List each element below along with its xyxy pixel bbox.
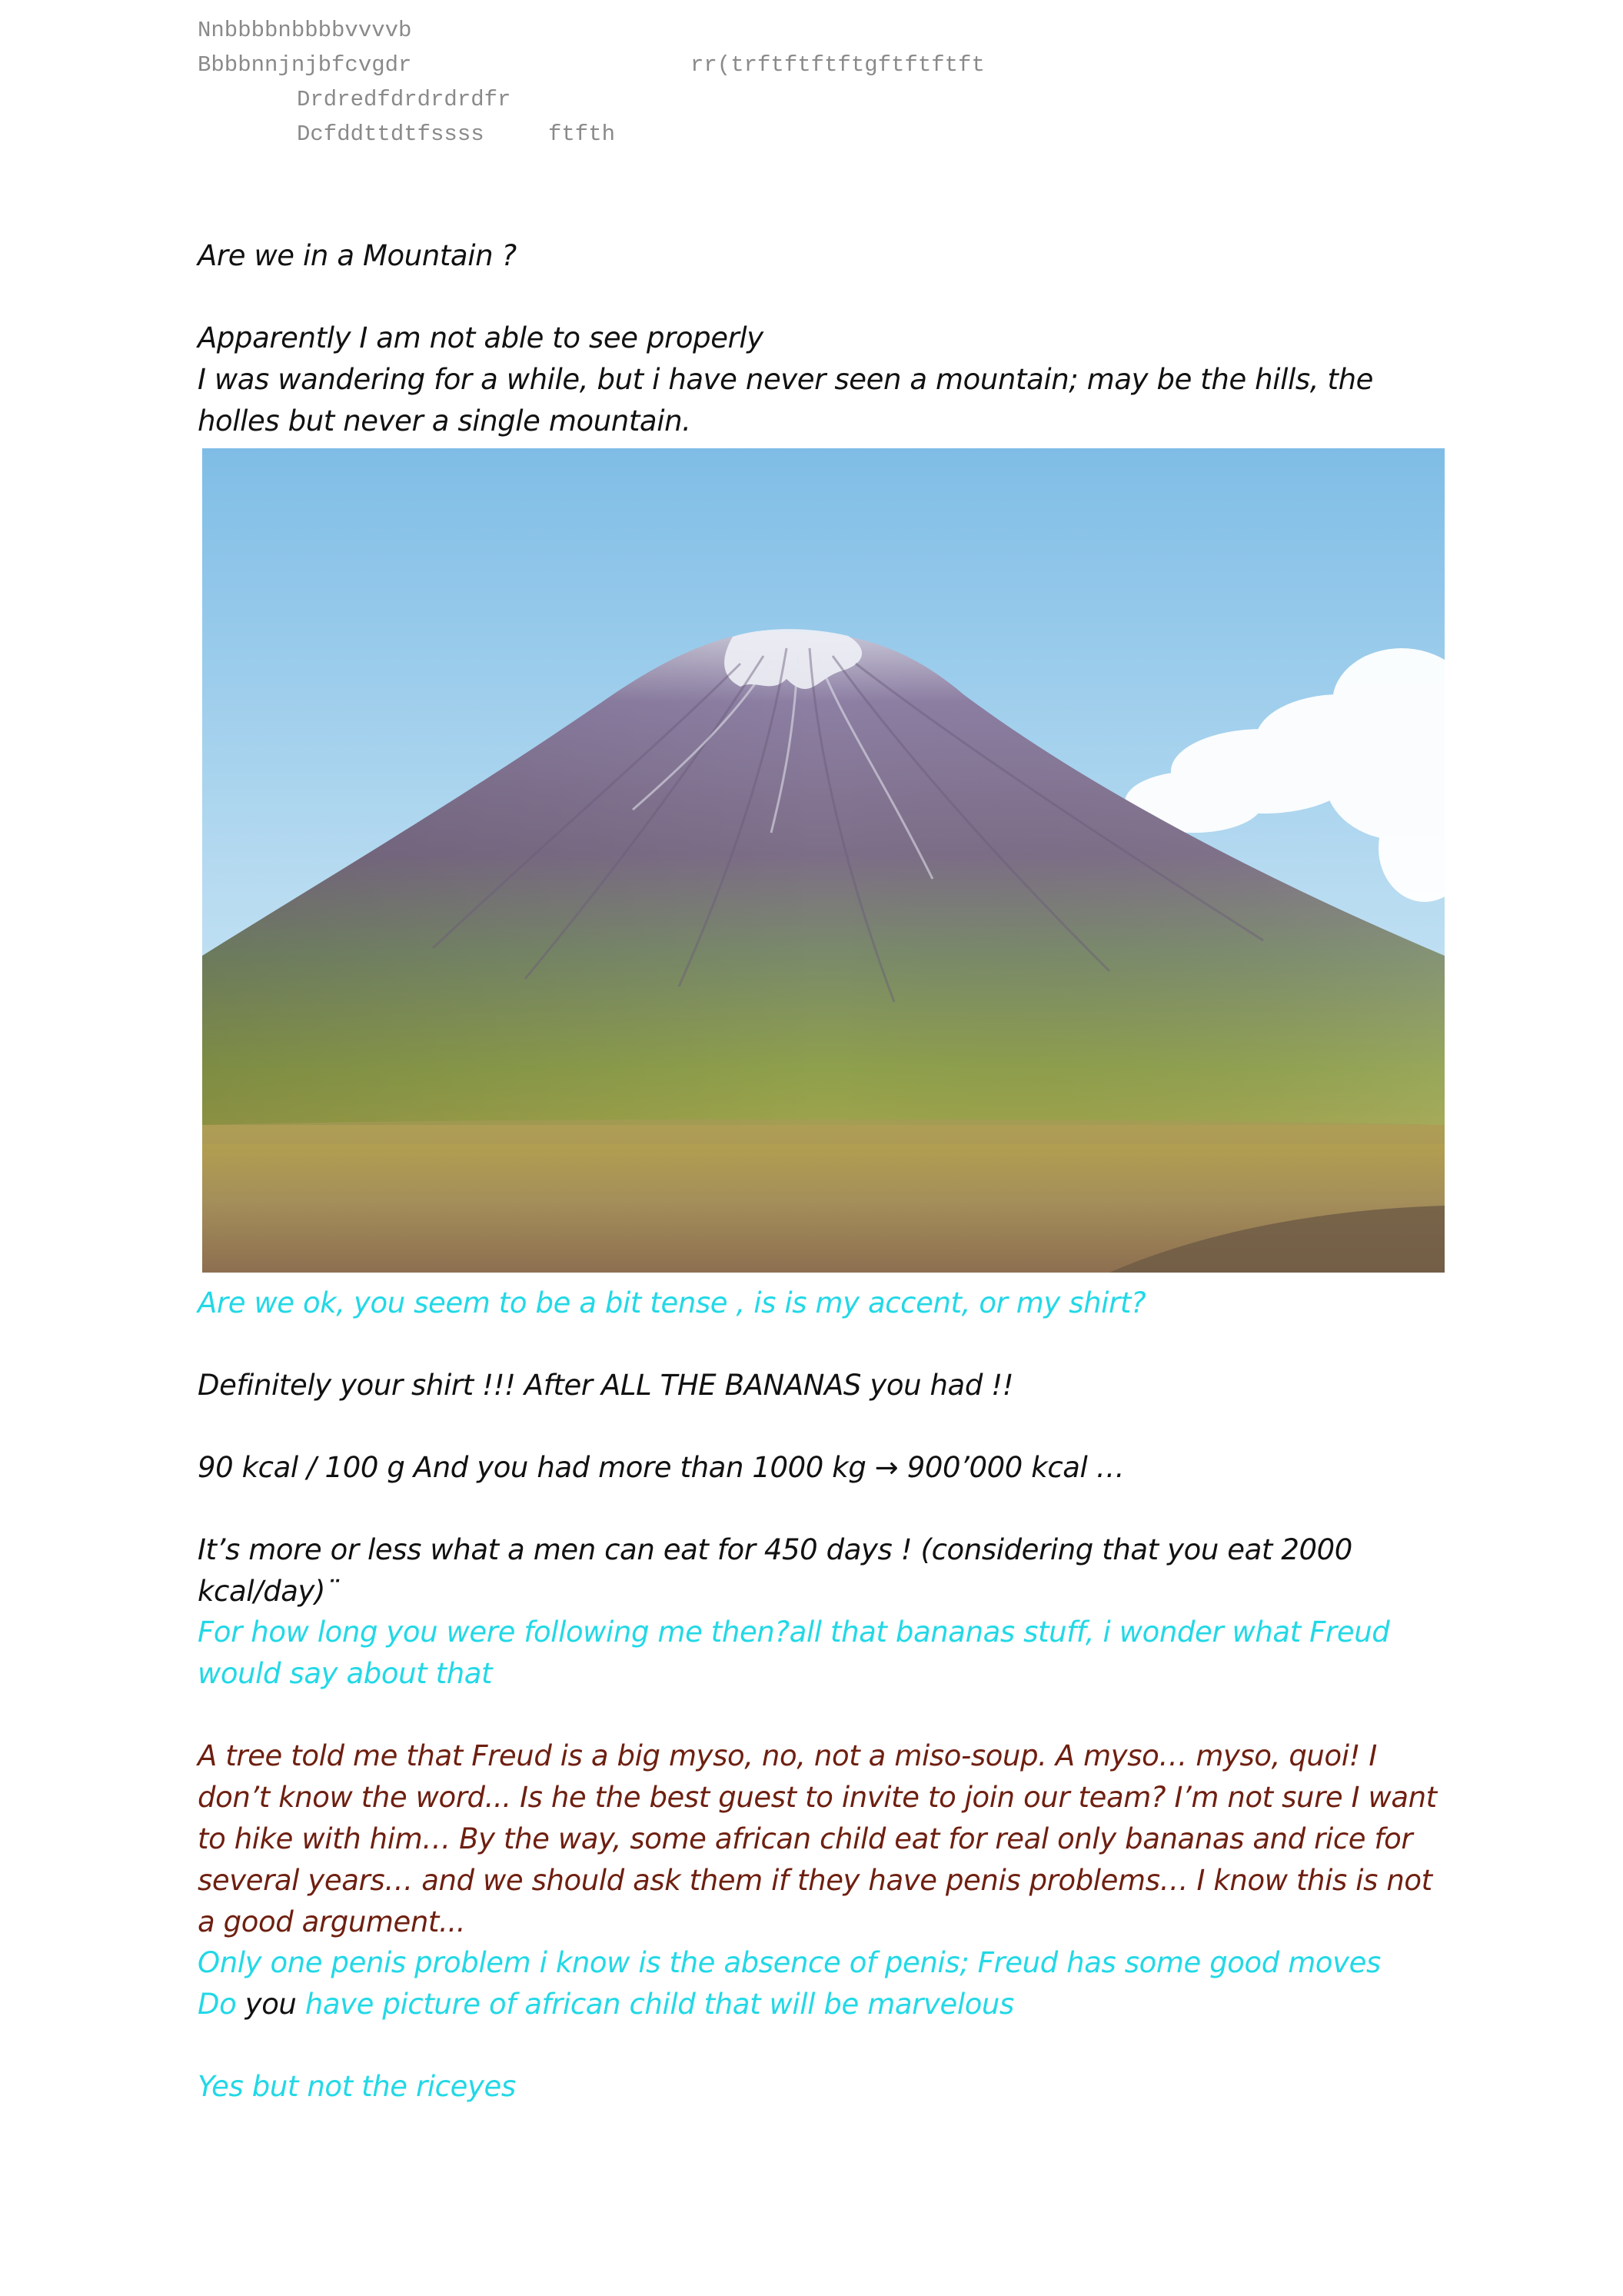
dialogue-penis: Only one penis problem i know is the absence of penis; Freud has some good moves: [198, 1946, 1381, 1979]
dialogue-shirt: Definitely your shirt !!! After ALL THE BANANAS you had !!: [198, 1369, 1014, 1402]
dialogue-days: It’s more or less what a men can eat for 450 days ! (considering that you eat 2000 kcal/day)¨: [198, 1533, 1352, 1608]
header-line-6: ftfth: [548, 121, 616, 147]
dialogue-freud: For how long you were following me then?all that bananas stuff, i wonder what Freud would say about that: [198, 1616, 1390, 1690]
dialogue-kcal: 90 kcal / 100 g And you had more than 1000 kg → 900’000 kcal …: [198, 1451, 1125, 1484]
intro-line-2: I was wandering for a while, but i have never seen a mountain; may be the hills, the holles but never a single mountain.: [198, 363, 1373, 438]
intro-line-1: Apparently I am not able to see properly: [198, 321, 763, 354]
header-line-4: Drdredfdrdrdrdfr: [297, 87, 511, 112]
dialogue-yes: Yes but not the riceyes: [198, 2070, 516, 2103]
do-part-1: Do: [198, 1988, 245, 2021]
dialogue-tense: Are we ok, you seem to be a bit tense , is is my accent, or my shirt?: [198, 1286, 1146, 1319]
dialogue-do: [198, 1984, 1443, 2025]
header-line-2: Bbbbnnjnjbfcvgdr: [198, 52, 412, 78]
question-heading: Are we in a Mountain ?: [198, 239, 517, 272]
header-line-5: Dcfddttdtfssss: [297, 121, 484, 147]
do-you: you: [244, 1988, 297, 2021]
dialogue-tree: A tree told me that Freud is a big myso, no, not a miso-soup. A myso… myso, quoi! I don’t know the word... Is he the best guest to invite to join our team? I’m not sure I want to hike with him… By the way, some african child eat for real only bananas and rice for several years… and we should ask them if they have penis problems… I know this is not a good argument...: [198, 1739, 1437, 1938]
header-line-3: rr(trftftftftgftftftft: [690, 52, 985, 78]
mountain-photo: [202, 448, 1445, 1273]
do-part-2: have picture of african child that will be marvelous: [296, 1988, 1014, 2021]
header-line-1: Nnbbbbnbbbbvvvvb: [198, 18, 412, 43]
